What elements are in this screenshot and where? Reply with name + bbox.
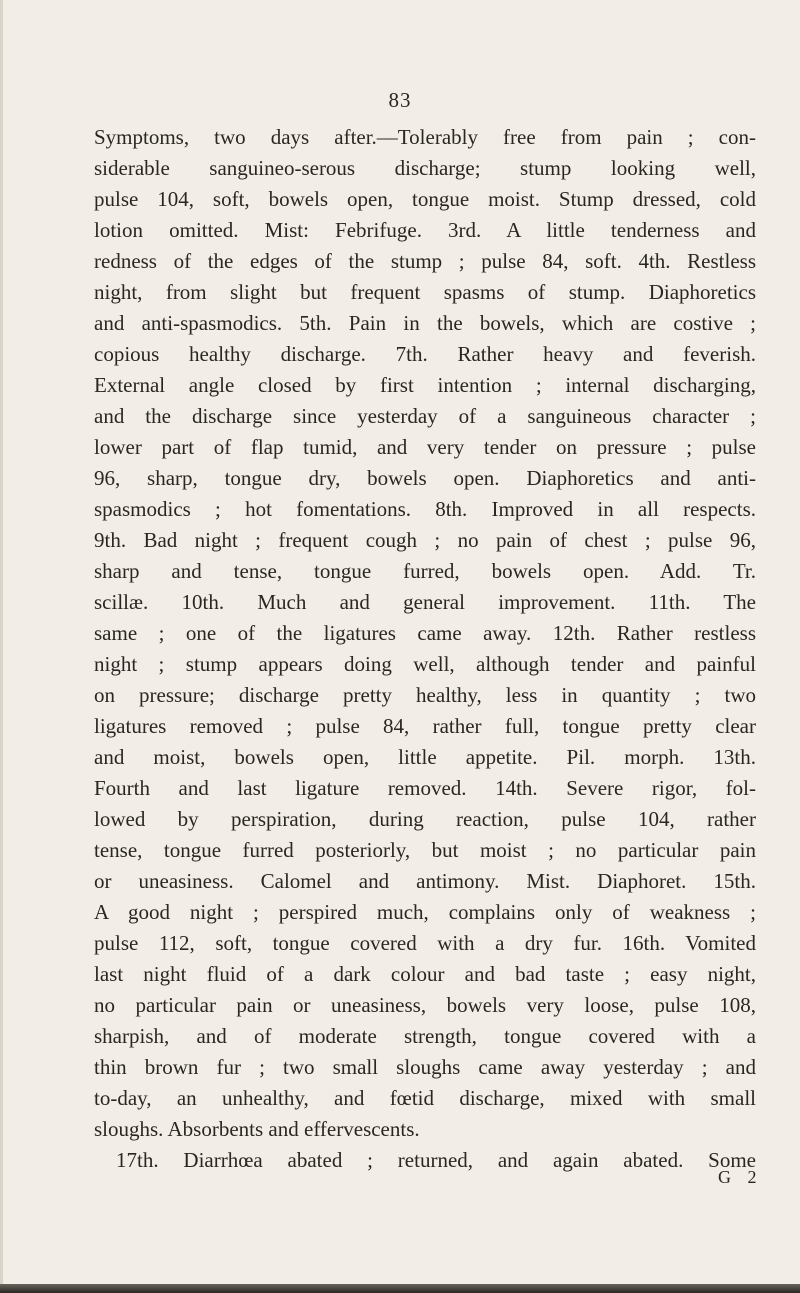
text-line: last night fluid of a dark colour and bad taste ; easy night, [94,962,756,986]
text-line: night ; stump appears doing well, although tender and painful [94,652,756,676]
text-line: and the discharge since yesterday of a sanguineous character ; [94,404,756,428]
text-line: spasmodics ; hot fomentations. 8th. Improved in all respects. [94,497,756,521]
text-line: Fourth and last ligature removed. 14th. Severe rigor, fol- [94,776,756,800]
text-line: pulse 112, soft, tongue covered with a dry fur. 16th. Vomited [94,931,756,955]
text-line: Symptoms, two days after.—Tolerably free from pain ; con- [94,125,756,149]
text-line: 9th. Bad night ; frequent cough ; no pain of chest ; pulse 96, [94,528,756,552]
text-line: tense, tongue furred posteriorly, but moist ; no particular pain [94,838,756,862]
text-line: siderable sanguineo-serous discharge; stump looking well, [94,156,756,180]
text-line: night, from slight but frequent spasms of stump. Diaphoretics [94,280,756,304]
page-bottom-edge [0,1284,800,1293]
text-line: and moist, bowels open, little appetite. Pil. morph. 13th. [94,745,756,769]
text-line: sharp and tense, tongue furred, bowels open. Add. Tr. [94,559,756,583]
text-line: on pressure; discharge pretty healthy, less in quantity ; two [94,683,756,707]
text-line: to-day, an unhealthy, and fœtid discharge, mixed with small [94,1086,756,1110]
text-line: pulse 104, soft, bowels open, tongue moist. Stump dressed, cold [94,187,756,211]
text-line: 17th. Diarrhœa abated ; returned, and again abated. Some [116,1148,756,1172]
text-line: and anti-spasmodics. 5th. Pain in the bowels, which are costive ; [94,311,756,335]
text-line: External angle closed by first intention ; internal discharging, [94,373,756,397]
text-line: ligatures removed ; pulse 84, rather full, tongue pretty clear [94,714,756,738]
text-line: copious healthy discharge. 7th. Rather heavy and feverish. [94,342,756,366]
text-line: redness of the edges of the stump ; pulse 84, soft. 4th. Restless [94,249,756,273]
body-text [94,122,756,1176]
page-number: 83 [388,88,412,112]
text-line: or uneasiness. Calomel and antimony. Mist. Diaphoret. 15th. [94,869,756,893]
text-line: same ; one of the ligatures came away. 12th. Rather restless [94,621,756,645]
text-line: sharpish, and of moderate strength, tongue covered with a [94,1024,756,1048]
text-line: 96, sharp, tongue dry, bowels open. Diaphoretics and anti- [94,466,756,490]
text-line: A good night ; perspired much, complains only of weakness ; [94,900,756,924]
signature-mark: G 2 [718,1167,763,1187]
text-line: sloughs. Absorbents and effervescents. [94,1117,420,1141]
text-line: thin brown fur ; two small sloughs came away yesterday ; and [94,1055,756,1079]
text-line: scillæ. 10th. Much and general improvement. 11th. The [94,590,756,614]
text-line: no particular pain or uneasiness, bowels very loose, pulse 108, [94,993,756,1017]
text-line: lowed by perspiration, during reaction, pulse 104, rather [94,807,756,831]
text-line: lower part of flap tumid, and very tender on pressure ; pulse [94,435,756,459]
text-line: lotion omitted. Mist: Febrifuge. 3rd. A little tenderness and [94,218,756,242]
page-left-edge [0,0,3,1293]
